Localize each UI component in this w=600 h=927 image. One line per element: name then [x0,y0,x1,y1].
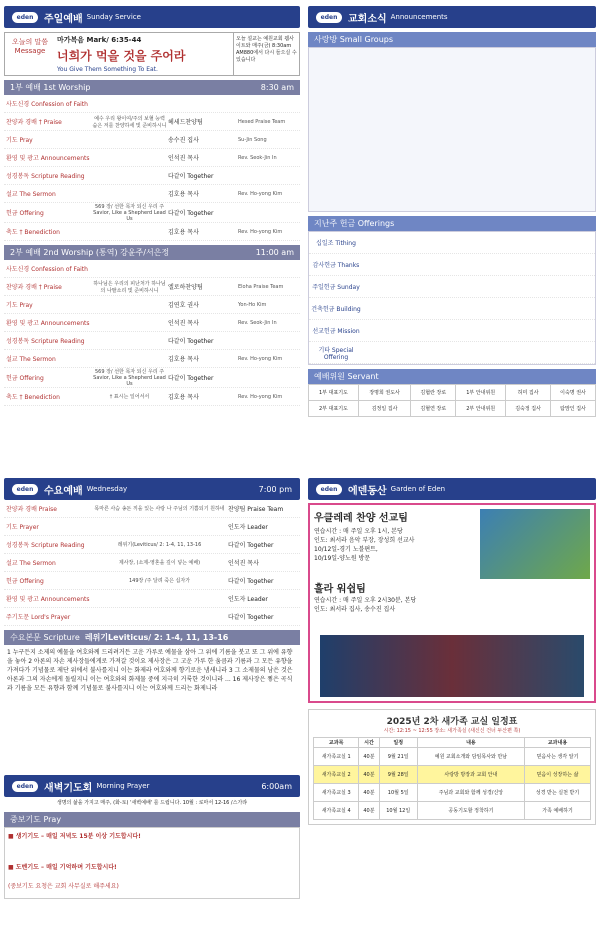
row-c: 다같이 Together [228,542,274,549]
service-row [4,536,300,554]
church-logo-icon: eden [12,12,38,23]
intercession-box: ■ 생기기도 – 매일 저녁도 15분 이상 기도합시다! ■ 도벤기도 – 매일 기억하며 기도합시다! (중보기도 요청은 교회 사무실로 해주세요) [4,827,300,899]
service-row [4,278,300,296]
schedule-cell: 40분 [359,748,379,766]
service-row [4,203,300,223]
service-row [4,223,300,241]
schedule-cell: 새가족교실 2 [314,766,359,784]
servant-cell: 김혈연 장로 [411,401,456,417]
servant-cell: 허미 집사 [506,385,551,401]
offering-row [309,276,595,298]
row-b: 149장 /주 달려 죽은 십자가 [128,578,191,584]
service-row [4,131,300,149]
row-c: 찬양팀 Praise Team [228,506,284,513]
service-row [4,590,300,608]
offering-row [309,254,595,276]
small-groups-table [308,47,596,212]
row-c: 김호용 목사 [168,356,199,363]
row-a: 성경봉독 Scripture Reading [6,542,85,549]
service-row [4,518,300,536]
schedule-head-cell: 시간 [359,738,379,748]
church-logo-icon: eden [316,484,342,495]
row-b: 569 장/ 선한 목자 되신 우리 주 Savior, Like a Shepherd Lead Us [93,369,166,387]
schedule-cell: 믿음이 성장하는 삶 [525,766,591,784]
row-c: 다같이 Together [168,210,214,217]
sunday-title: 주일예배 [44,13,83,25]
servant-bar: 예배위원 Servant [308,369,596,384]
servant-row [309,385,596,401]
row-c: 다같이 Together [228,614,274,621]
row-c: 인석진 목사 [228,560,259,567]
schedule-cell: 9월 28일 [379,766,417,784]
schedule-cell: 사랑방 방장과 교회 안내 [417,766,524,784]
schedule-cell: 새가족교실 1 [314,748,359,766]
scripture-text: 1 누구든지 소제의 예물을 여호와께 드리려거든 고운 가루로 예물을 삼아 그 위에 기름을 붓고 또 그 위에 유향을 놓아 2 아론의 자손 제사장들에게로 가져갈 것이요 제사장은 그 고운 가루 한 움큼과 기름과 그 모든 유향을 가져다가 기념물로 제단 위에서 불사를지니 이는 화제라 여호와께 향기로운 냄새니라 3 그 소제물의 남은 것은 아론과 그의 자손에게 돌릴지니 이는 여호와의 화제물 중에 지극히 거룩한 것이니라 ... 16 제사장은 찧은 곡식과 기름을 모든 유향과 함께 기념물로 불사를지니 이는 여호와께 드리는 화제니라 [7,649,293,692]
schedule-cell: 믿음사는 생각 알기 [525,748,591,766]
offering-label: 건축헌금 Building [311,306,361,313]
row-a: 축도 † Benediction [6,394,60,401]
church-logo-icon: eden [12,781,38,792]
schedule-row [314,802,591,820]
sermon-note: 오늘 설교는 예원교회 웹사이트와 매주(금) 8:30am AM880에서 다시 들으실 수 있습니다 [233,33,299,75]
servant-cell: 이숙명 권사 [551,385,596,401]
ukulele-team-title: 우클레레 찬양 선교팀 [314,513,408,524]
verse-kr: 너희가 먹을 것을 주어라 [57,49,186,63]
row-d: Hesed Praise Team [238,118,286,125]
row-b: 제사장, (소제-영혼을 깊이 넣는 예배) [118,560,201,566]
row-c: 김호용 목사 [168,191,199,198]
row-a: 찬양과 경배 Praise [6,506,57,513]
row-a: 헌금 Offering [6,375,44,382]
row-b: † 표시는 일어서서 [109,394,150,400]
row-d: Rev. Seok-Jin In [238,319,277,326]
offering-row [309,342,595,364]
wednesday-header: eden 수요예배 Wednesday 7:00 pm [4,478,300,500]
row-a: 환영 및 광고 Announcements [6,155,90,162]
row-c: 인도자 Leader [228,524,268,531]
offering-row [309,298,595,320]
second-worship-list [4,260,300,406]
second-worship-bar: 2부 예배 2nd Worship (통역) 강윤주/서은정 11:00 am [4,245,300,260]
servant-cell: 장명희 권도사 [358,385,410,401]
service-row [4,388,300,406]
first-worship-bar: 1부 예배 1st Worship 8:30 am [4,80,300,95]
schedule-cell: 40분 [359,802,379,820]
servant-cell: 탐맘인 집사 [551,401,596,417]
schedule-row [314,766,591,784]
row-d: Rev. Ho-yong Kim [238,228,283,235]
row-c: 김호용 목사 [168,229,199,236]
church-logo-icon: eden [12,484,38,495]
row-c: 다같이 Together [168,338,214,345]
servant-cell: 2부 대표기도 [309,401,359,417]
message-content [55,33,233,75]
service-row [4,260,300,278]
row-b: 하나님은 우리의 피난처가 하나님의 나팔소리 빛 준비하시니 [93,280,166,294]
schedule-cell: 예원 교회소개와 담임목사와 만남 [417,748,524,766]
schedule-cell: 성경 받는 실천 받기 [525,784,591,802]
service-row [4,332,300,350]
small-groups-bar: 사랑방 Small Groups [308,32,596,47]
schedule-cell: 9월 21일 [379,748,417,766]
schedule-table [313,737,591,820]
schedule-box: 2025년 2차 새가족 교실 일정표 시간: 12:15 ~ 12:55 장소: 새가족실 (새신신 건너 두산편 쪽) 교과목 시간 일정 내용 교과내용 새가족교실 1 40분 9월 21일 예원 교회소개와 담임목사와 만남 믿음사는 생각 알기 새가족교실 2 40분 9월 28일 사랑방 방장과 교회 안내 믿음이 성장하는 삶 새가족교실 3 40분 10월 5일 주님과 교회와 함께 성경/신앙 성경 받는 실천 받기 새가족교실 4 40분 10월 12일 공동기도할 정착하기 가족 예배하기 [308,709,596,825]
offering-row [309,320,595,342]
servant-table [308,384,596,417]
schedule-cell: 새가족교실 3 [314,784,359,802]
schedule-title: 2025년 2차 새가족 교실 일정표 [386,717,518,727]
row-c: 김연호 권사 [168,302,199,309]
row-a: 사도신경 Confession of Faith [6,266,88,273]
row-a: 찬양과 경배 † Praise [6,119,62,126]
service-row [4,95,300,113]
servant-cell: 김숙정 집사 [506,401,551,417]
schedule-head-cell: 교과내용 [525,738,591,748]
morning-prayer-header: eden 새벽기도회 Morning Prayer 6:00am [4,775,300,797]
schedule-head-cell: 일정 [379,738,417,748]
service-row [4,185,300,203]
servant-cell: 김정일 집사 [358,401,410,417]
service-row [4,149,300,167]
row-a: 환영 및 광고 Announcements [6,596,90,603]
row-a: 축도 † Benediction [6,229,60,236]
sunday-service-panel [4,6,300,466]
schedule-row [314,784,591,802]
row-a: 기도 Prayer [6,524,39,531]
row-b: 목마른 사슴 송돈 끼을 있는 사랑 나 주님의 기쁨되기 원하네 [94,506,225,512]
service-row [4,500,300,518]
verse-en: You Give Them Something To Eat. [57,66,158,73]
service-row [4,608,300,626]
service-row [4,296,300,314]
wednesday-list [4,500,300,626]
row-c: 인석진 목사 [168,155,199,162]
row-d: Eloha Praise Team [238,283,284,290]
servant-row [309,401,596,417]
row-a: 헌금 Offering [6,210,44,217]
row-a: 설교 The Sermon [6,356,56,363]
row-a: 기도 Pray [6,137,33,144]
offering-row [309,232,595,254]
offering-label: 감사헌금 Thanks [312,262,360,269]
announcements-panel [308,6,596,466]
service-row [4,554,300,572]
schedule-cell: 10월 12일 [379,802,417,820]
offering-label: 선교헌금 Mission [312,328,360,335]
row-c: 김호용 목사 [168,394,199,401]
sunday-title-en: Sunday Service [86,13,141,21]
verse-ref: 마가복음 Mark/ 6:35-44 [57,36,142,44]
service-row [4,113,300,131]
row-c: 다같이 Together [168,375,214,382]
row-c: 인도자 Leader [228,596,268,603]
row-a: 사도신경 Confession of Faith [6,101,88,108]
row-a: 환영 및 광고 Announcements [6,320,90,327]
row-d: Rev. Ho-yong Kim [238,393,283,400]
schedule-cell: 새가족교실 4 [314,802,359,820]
row-d: Rev. Seok-Jin In [238,154,277,161]
row-a: 설교 The Sermon [6,191,56,198]
service-row [4,167,300,185]
row-c: 다같이 Together [168,173,214,180]
offerings-list [308,231,596,365]
schedule-cell: 가족 예배하기 [525,802,591,820]
row-a: 기도 Pray [6,302,33,309]
service-row [4,368,300,388]
service-row [4,314,300,332]
wednesday-panel [4,478,300,923]
sunday-header [4,6,300,28]
schedule-cell: 주님과 교회와 함께 성경/신앙 [417,784,524,802]
schedule-cell: 공동기도할 정착하기 [417,802,524,820]
row-b: 예수 우리 왕이여/주의 보혈 능력 숨은 저를 찬양하세 빛 준비하시니 [92,115,167,129]
row-c: 송수진 집사 [168,137,199,144]
row-a: 성경봉독 Scripture Reading [6,338,85,345]
intercession-bar: 중보기도 Pray [4,812,300,827]
row-c: 다같이 Together [228,578,274,585]
servant-cell: 1부 대표기도 [309,385,359,401]
offering-label: 십일조 Tithing [316,240,356,247]
hula-team-title: 훌라 워쉽팀 [314,584,366,595]
church-logo-icon: eden [316,12,342,23]
first-worship-list [4,95,300,241]
row-d: Rev. Ho-yong Kim [238,190,283,197]
ukulele-photo [480,509,590,579]
row-c: 헤세드찬양팀 [168,119,203,126]
row-d: Rev. Ho-yong Kim [238,355,283,362]
row-a: 헌금 Offering [6,578,44,585]
row-a: 찬양과 경배 † Praise [6,284,62,291]
schedule-cell: 40분 [359,766,379,784]
servant-cell: 1부 안내위원 [456,385,506,401]
row-a: 설교 The Sermon [6,560,56,567]
servant-cell: 2부 안내위원 [456,401,506,417]
offering-label: 주일헌금 Sunday [312,284,360,291]
announcements-header: eden 교회소식 Announcements [308,6,596,28]
offering-label: 기타 Special Offering [318,346,354,361]
message-label: 오늘의 말씀 Message [11,38,49,55]
garden-panel [308,478,596,923]
service-row [4,350,300,368]
row-c: 인석진 목사 [168,320,199,327]
schedule-row [314,748,591,766]
row-d: Yon-Ho Kim [238,301,267,308]
row-b: 레위기(Leviticus/ 2: 1-4, 11, 13-16 [117,542,202,548]
servant-cell: 김협란 장로 [411,385,456,401]
schedule-cell: 10월 5일 [379,784,417,802]
service-row [4,572,300,590]
row-d: Su-Jin Song [238,136,267,143]
garden-header: eden 에덴동산 Garden of Eden [308,478,596,500]
schedule-head-cell: 교과목 [314,738,359,748]
message-box [4,32,300,76]
hula-photo [320,635,584,697]
scripture-bar: 수요본문 Scripture 레위기Leviticus/ 2: 1-4, 11, 13-16 [4,630,300,645]
ministry-card: 우클레레 찬양 선교팀 연습시간 : 매 주일 오후 1시, 본당 인도: 최서라 음악 부장, 장성희 선교사 10/12일-경기 노블편트, 10/19일-양노원 방문 훌라 워쉽팀 연습시간 : 매 주일 오후 2시30분, 본당 인도: 최서라 집사, 송수진 집사 [308,503,596,703]
row-b: 569 장/ 선한 목자 되신 우리 주 Savior, Like a Shepherd Lead Us [93,204,166,222]
offerings-bar: 지난주 헌금 Offerings [308,216,596,231]
row-a: 성경봉독 Scripture Reading [6,173,85,180]
row-a: 주기도문 Lord's Prayer [6,614,71,621]
schedule-head-cell: 내용 [417,738,524,748]
row-c: 엘로하찬양팀 [168,284,203,291]
prayer-note: 생명의 삶을 가지고 매주, (화-토) '새벽예배' 를 드립니다. 10월 : 로마서 12-16 /스가랴 [56,800,248,806]
schedule-cell: 40분 [359,784,379,802]
